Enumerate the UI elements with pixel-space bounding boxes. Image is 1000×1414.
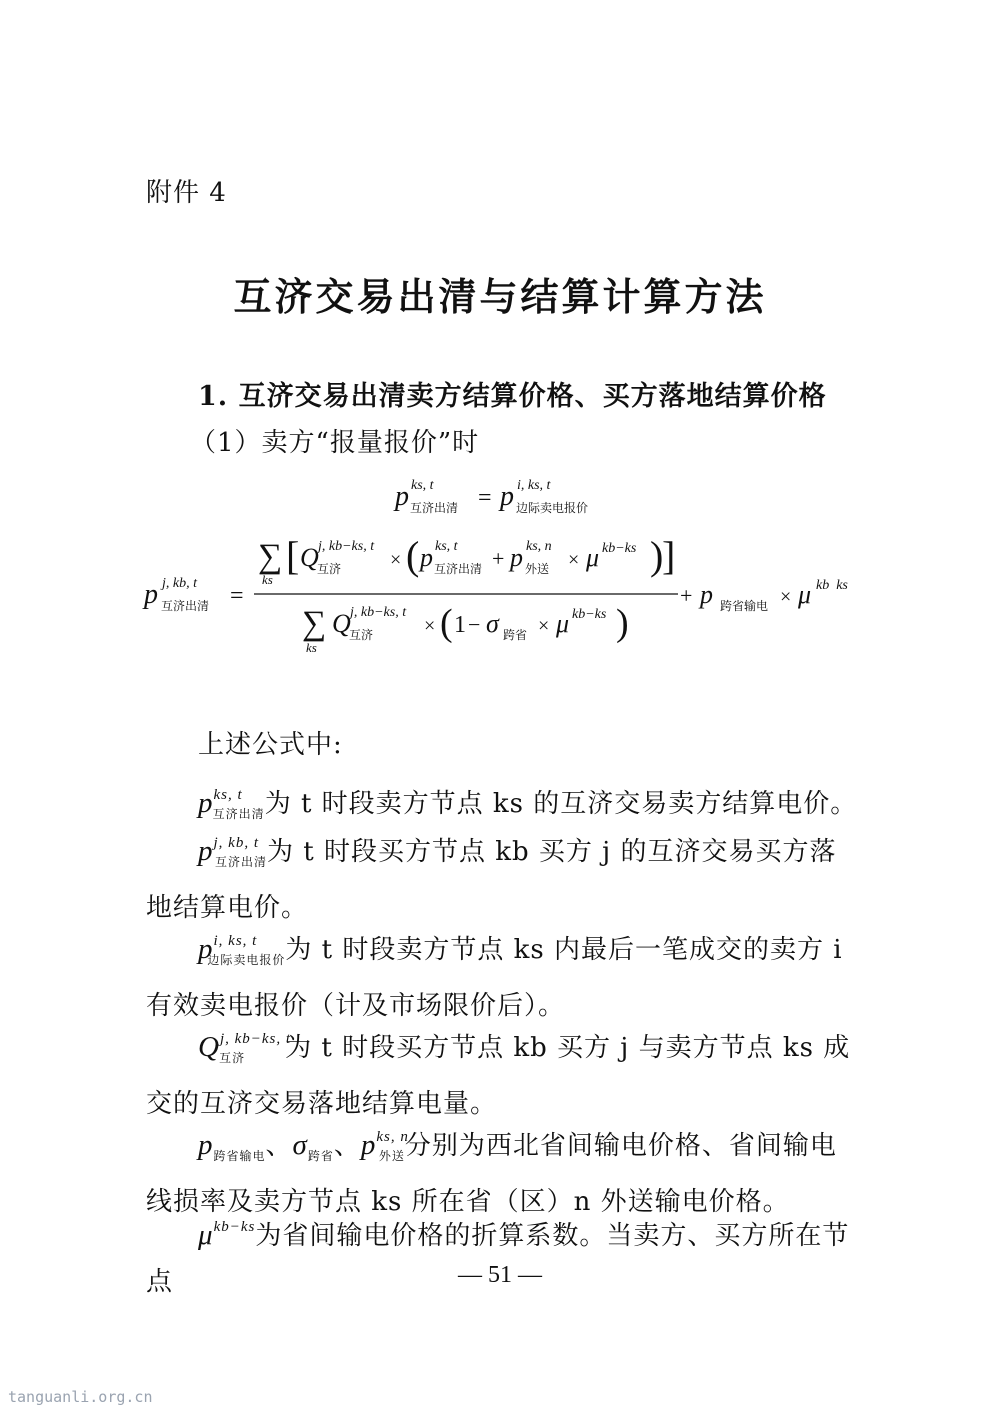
symbol-p: p	[510, 543, 523, 572]
minus: −	[468, 612, 481, 637]
subsection-heading: （1）卖方“报量报价”时	[190, 428, 480, 458]
plus: +	[492, 546, 505, 571]
equals: =	[230, 583, 244, 609]
symbol-p: p	[500, 481, 514, 512]
formula-seller-price	[393, 478, 588, 515]
sub-huji: 互济	[317, 562, 342, 576]
section-heading: 1. 互济交易出清卖方结算价格、买方落地结算价格	[198, 381, 827, 412]
times: ×	[390, 549, 402, 571]
symbol-p: p	[395, 481, 409, 512]
equals: =	[478, 485, 492, 511]
sup-j-kbks-t: j, kb−ks, t	[350, 605, 407, 620]
sub-cross-trans: 跨省输电	[720, 599, 769, 613]
sum-index: ks	[306, 640, 317, 655]
svg-text:): )	[616, 602, 629, 644]
symbol-mu: μ	[586, 543, 600, 572]
sup-kb-ks: kb−ks	[572, 607, 607, 622]
formula-buyer-price	[142, 533, 848, 655]
sub-huji: 互济	[349, 628, 374, 642]
sup-i-ks-t: i, ks, t	[517, 478, 551, 493]
symbol-p: p	[420, 543, 433, 572]
times: ×	[424, 615, 436, 637]
symbol-mu: μ	[798, 580, 812, 609]
sup-j-kb-t: j, kb, t	[162, 576, 197, 591]
sub-cross: 跨省	[503, 628, 528, 642]
svg-text:): )	[650, 533, 664, 578]
svg-text:(: (	[406, 533, 420, 578]
definition-marginal-price: $p^{i, ks, t}_{边际卖电报价}$为 t 时段卖方节点 ks 内最后一笔成交的卖方 i 有效卖电报价（计及市场限价后）。	[146, 933, 843, 1021]
watermark: tanguanli.org.cn	[8, 1388, 153, 1406]
sub-marginal: 边际卖电报价	[516, 501, 589, 515]
definition-seller-price: $p^{ks, t}_{互济出清}$为 t 时段卖方节点 ks 的互济交易卖方结算电价。	[198, 787, 858, 821]
symbol-p: p	[700, 580, 713, 609]
page-number: — 51 —	[458, 1262, 542, 1288]
sup-ks-t: ks, t	[411, 478, 434, 493]
symbol-p: p	[144, 579, 158, 610]
svg-text:(: (	[440, 602, 453, 644]
times: ×	[780, 586, 792, 608]
sum-symbol: ∑	[258, 538, 283, 575]
plus: +	[680, 583, 693, 608]
symbol-mu: μ	[556, 609, 570, 638]
sup-kb-ks: kb ks	[816, 578, 848, 593]
definition-quantity: $Q^{j, kb-ks, t}_{互济}$ 为 t 时段买方节点 kb 买方 j 与卖方节点 ks 成交的互济交易落地结算电量。	[146, 1031, 851, 1119]
sup-j-kbks-t: j, kb−ks, t	[318, 539, 375, 554]
definition-buyer-price: $p^{j, kb, t}_{互济出清}$为 t 时段买方节点 kb 买方 j 的互济交易买方落地结算电价。	[146, 835, 837, 923]
sup-ks-n: ks, n	[526, 539, 552, 554]
sup-ks-t: ks, t	[435, 539, 458, 554]
symbol-sigma: σ	[486, 609, 499, 638]
sup-kb-ks: kb−ks	[602, 541, 637, 556]
svg-text:]: ]	[662, 533, 676, 578]
sub-clear: 互济出清	[161, 599, 210, 613]
sum-symbol: ∑	[302, 605, 327, 642]
intro-line: 上述公式中:	[198, 730, 343, 760]
settlement-formula	[140, 472, 880, 672]
sub-out: 外送	[525, 562, 550, 576]
times: ×	[538, 615, 550, 637]
attachment-label: 附件 4	[146, 178, 227, 208]
definition-transmission: $p_{跨省输电}$、$\sigma_{跨省}$、$p^{ks, n}_{外送}$分别为西北省间输电价格、省间输电线损率及卖方节点 ks 所在省（区）n 外送输电价格。	[146, 1129, 837, 1217]
sub-clear: 互济出清	[434, 562, 483, 576]
one: 1	[454, 612, 466, 638]
sub-clear: 互济出清	[410, 501, 459, 515]
symbol-Q: Q	[332, 609, 351, 638]
svg-text:[: [	[286, 533, 300, 578]
sum-index: ks	[262, 572, 273, 587]
page-title: 互济交易出清与结算计算方法	[233, 274, 767, 319]
definition-mu: $\mu^{kb-ks}$为省间输电价格的折算系数。当卖方、买方所在节点	[146, 1219, 850, 1297]
times: ×	[568, 549, 580, 571]
symbol-Q: Q	[300, 543, 319, 572]
